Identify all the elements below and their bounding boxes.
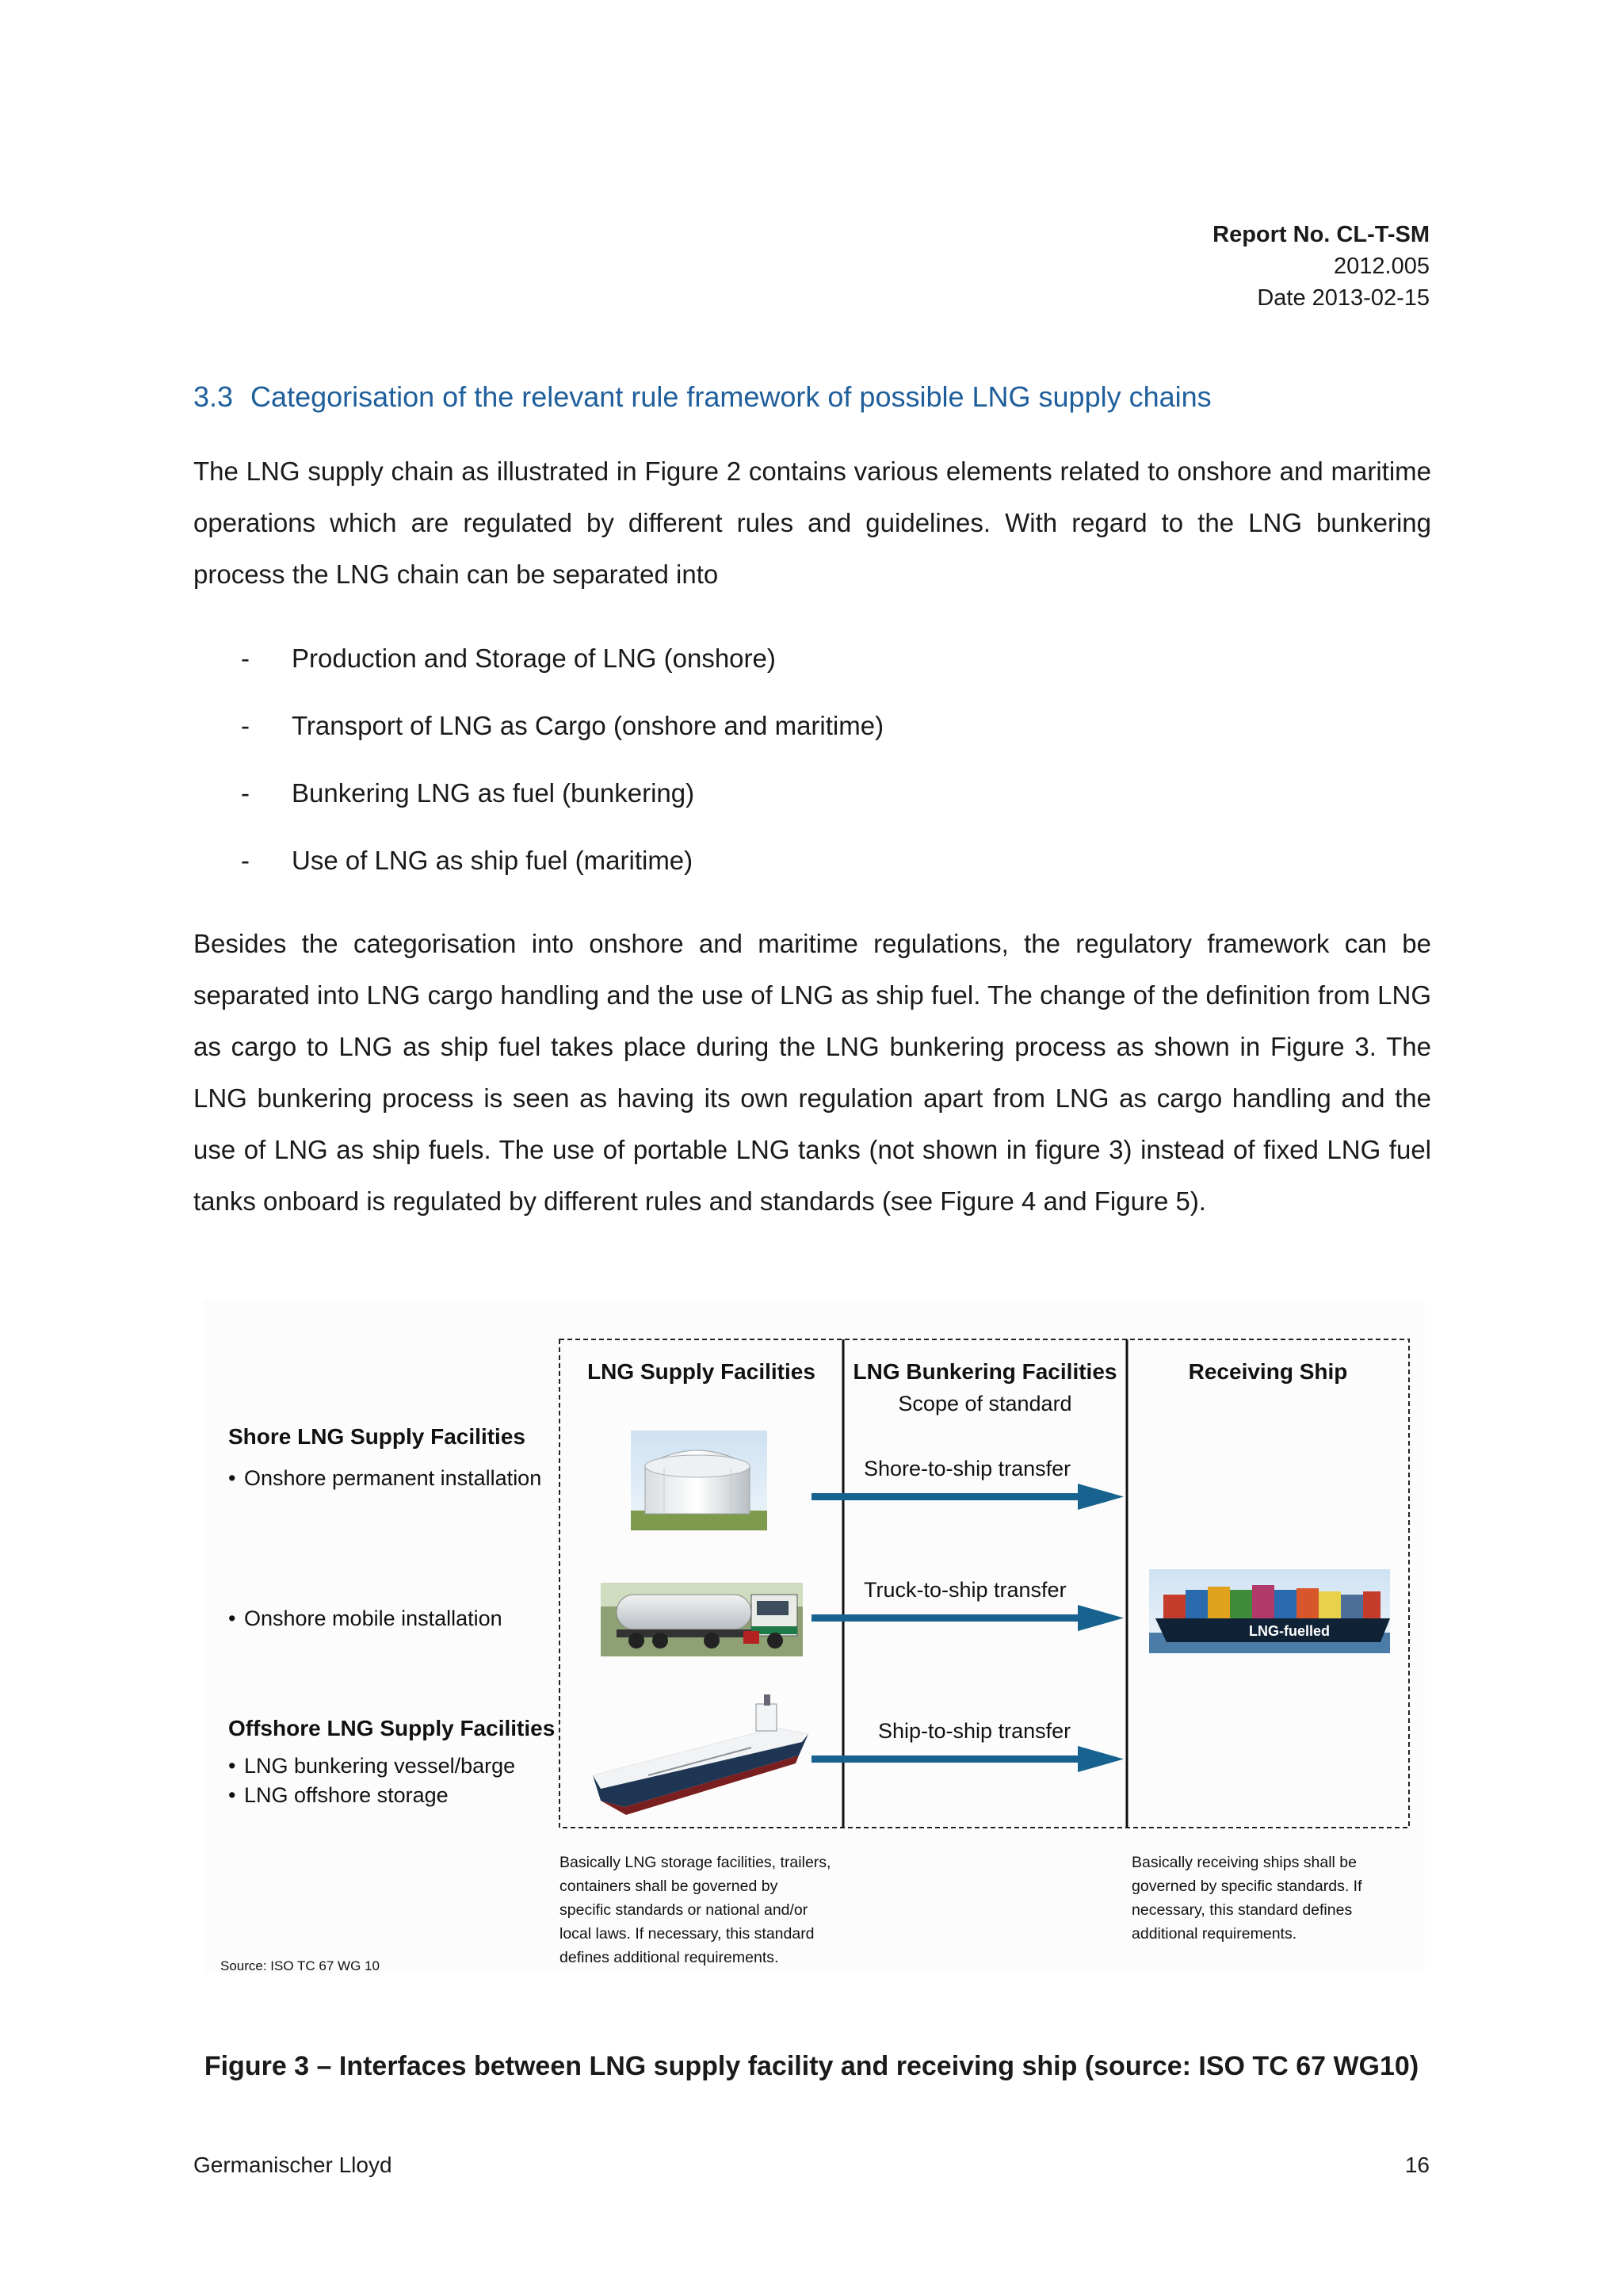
list-dash: - (241, 778, 250, 808)
container-ship-icon (1149, 1569, 1390, 1653)
list-item-text: Use of LNG as ship fuel (maritime) (292, 846, 693, 875)
note-receiving-line: governed by specific standards. If (1132, 1878, 1362, 1895)
list-item (193, 700, 1303, 767)
note-receiving-line: necessary, this standard defines (1132, 1901, 1353, 1919)
lng-truck-icon (601, 1583, 803, 1656)
list-dash: - (241, 711, 250, 740)
ship-lng-fuelled-label: LNG-fuelled (1249, 1623, 1330, 1639)
list-item-text: Bunkering LNG as fuel (bunkering) (292, 778, 695, 808)
note-supply (559, 1854, 831, 1966)
note-receiving-line: additional requirements. (1132, 1925, 1297, 1943)
list-item (193, 632, 1303, 700)
offshore-item-storage: LNG offshore storage (244, 1783, 449, 1807)
note-supply-line: containers shall be governed by (559, 1878, 778, 1895)
section-title: Categorisation of the relevant rule framework of possible LNG supply chains (250, 380, 1212, 413)
bunkering-vessel-icon (593, 1694, 808, 1815)
shore-item-mobile: Onshore mobile installation (244, 1606, 502, 1630)
arrow-truck-to-ship (812, 1605, 1124, 1631)
report-header (1212, 219, 1430, 314)
footer-company: Germanischer Lloyd (193, 2153, 392, 2177)
report-date: Date 2013-02-15 (1257, 285, 1430, 311)
interfaces-diagram (204, 1300, 1425, 1973)
section-heading (193, 380, 1212, 414)
col-bunkering-header: LNG Bunkering Facilities (853, 1359, 1117, 1384)
col-supply-header: LNG Supply Facilities (587, 1359, 815, 1384)
list-item-text: Production and Storage of LNG (onshore) (292, 644, 776, 673)
shore-supply-title: Shore LNG Supply Facilities (228, 1424, 525, 1449)
note-supply-line: specific standards or national and/or (559, 1901, 808, 1919)
list-item (193, 835, 1303, 902)
col-bunkering-subheader: Scope of standard (898, 1392, 1072, 1415)
list-dash: - (241, 644, 250, 673)
list-dash: - (241, 846, 250, 875)
shore-bullet: • (228, 1466, 236, 1490)
list-item (193, 767, 1303, 835)
note-supply-line: local laws. If necessary, this standard (559, 1925, 815, 1943)
shore-bullet: • (228, 1606, 236, 1630)
report-number: Report No. CL-T-SM (1212, 222, 1430, 247)
note-supply-line: defines additional requirements. (559, 1949, 779, 1966)
col-receiving-header: Receiving Ship (1188, 1359, 1348, 1384)
transfer-truck-label: Truck-to-ship transfer (864, 1578, 1067, 1602)
offshore-supply-title: Offshore LNG Supply Facilities (228, 1716, 556, 1740)
offshore-bullet: • (228, 1754, 236, 1778)
list-item-text: Transport of LNG as Cargo (onshore and maritime) (292, 711, 884, 740)
section-number: 3.3 (193, 380, 234, 413)
offshore-bullet: • (228, 1783, 236, 1807)
supply-chain-list (193, 632, 1303, 902)
note-receiving (1132, 1854, 1362, 1943)
arrow-ship-to-ship (812, 1746, 1124, 1772)
paragraph-framework: Besides the categorisation into onshore and maritime regulations, the regulatory framework can be separated into LNG cargo handling and the use of LNG as ship fuel. The change of the definition from LNG as cargo to LNG as ship fuel takes place during the LNG bunkering process as shown in Figure 3. The LNG bunkering process is seen as having its own regulation apart from LNG as cargo handling and the use of LNG as ship fuels. The use of portable LNG tanks (not shown in figure 3) instead of fixed LNG fuel tanks onboard is regulated by different rules and standards (see Figure 4 and Figure 5). (193, 929, 1431, 1216)
figure-3 (204, 1300, 1425, 1973)
transfer-ship-label: Ship-to-ship transfer (878, 1719, 1071, 1743)
lng-storage-tank-icon (631, 1431, 767, 1530)
transfer-shore-label: Shore-to-ship transfer (864, 1457, 1071, 1480)
page-number: 16 (1404, 2153, 1430, 2177)
figure-caption: Figure 3 – Interfaces between LNG supply facility and receiving ship (source: ISO TC 67 WG10) (204, 2051, 1419, 2081)
paragraph-intro: The LNG supply chain as illustrated in Figure 2 contains various elements related to onshore and maritime operations which are regulated by different rules and guidelines. With regard to the LNG bunkering process the LNG chain can be separated into (193, 457, 1431, 589)
figure-source: Source: ISO TC 67 WG 10 (220, 1958, 380, 1973)
report-code: 2012.005 (1334, 254, 1430, 279)
note-supply-line: Basically LNG storage facilities, trailers, (559, 1854, 831, 1871)
note-receiving-line: Basically receiving ships shall be (1132, 1854, 1357, 1871)
arrow-shore-to-ship (812, 1484, 1124, 1510)
offshore-item-vessel: LNG bunkering vessel/barge (244, 1754, 516, 1778)
shore-item-permanent: Onshore permanent installation (244, 1466, 542, 1490)
